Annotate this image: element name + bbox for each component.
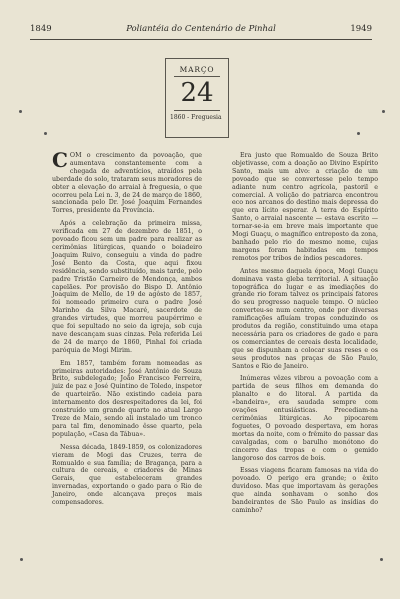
margin-dot	[20, 558, 23, 561]
header-right-year: 1949	[350, 24, 372, 34]
date-divider-bottom	[174, 110, 220, 111]
right-column	[232, 152, 378, 520]
margin-dot	[44, 132, 47, 135]
paragraph-text: OM o crescimento da povoação, que aumentava constantemente com a chegada de adventícios, atraídos pela uberdade do solo, trataram seus moradores de obter a elevação do arraial à freguesia, o que ocorreu pela Lei n. 3, de 24 de março de 1860, sancionada pelo Dr. José Joaquim Fernandes Torres, presidente da Província.	[52, 152, 202, 215]
paragraph: Em 1857, também foram nomeadas as primeiras autoridades: José Antônio de Souza Brito, subdelegado; João Francisco Ferreira, juiz de paz e José Quintino de Toledo, inspetor de quarteirão. Não existindo cadeia para internamento dos desrespeitadores da lei, foi construído um grande quarto no atual Largo Treze de Maio, sendo ali instalado um tronco para tal fim, denominado êsse quarto, pela população, «Casa da Tábua».	[52, 359, 202, 438]
header-rule	[30, 39, 372, 40]
paragraph	[52, 148, 202, 215]
paragraph: Antes mesmo daquela época, Mogi Guaçu dominava vasta gleba territorial. A situação topográfica do lugar e as imediações do grande rio foram talvez os principais fatores do seu progresso naquele tempo. O núcleo converteu-se num centro, onde por diversas ramificações afluíam tropas conduzindo os produtos da região, constituindo uma etapa necessária para os criadores de gado e para os comerciantes de cereais desta localidade, que se dispunham a colocar suas reses e os seus produtos nas praças de São Paulo, Santos e Rio de Janeiro.	[232, 267, 378, 370]
date-divider-top	[174, 76, 220, 77]
paragraph: Inúmeras vêzes vibrou a povoação com a partida de seus filhos em demanda do planalto e do litoral. A partida da «bandeira», era saudada sempre com ovações entusiásticas. Precediam-na cerimônias litúrgicas. Ao pipocarem foguetes, O povoado despertava, em horas mortas da noite, com o frêmito do passar das cavalgadas, com o barulho monótono do cincerro das tropas e com o gemido langoroso dos carros de bois.	[232, 375, 378, 462]
left-column	[52, 148, 202, 512]
margin-dot	[357, 132, 360, 135]
paragraph: Era justo que Romualdo de Souza Brito objetivasse, com a doação ao Divino Espírito Santo, mais um alvo: a criação de um povoado que se convertesse pelo tempo adiante num centro agrícola, pastoril e comercial. A volição do patriarca encontrou eco nos arcanos do destino mais depressa do que era lícito esperar. A terra do Espírito Santo, o arraial nascente — estava escrito — tornar-se-ia em breve mais importante que Mogi Guaçu, o magnífico entreposto da zona, banhado pelo rio do mesmo nome, cujas margens foram habitadas em tempos remotos por tribos de índios pescadores.	[232, 152, 378, 262]
dropcap: C	[52, 148, 68, 172]
margin-dot	[19, 110, 22, 113]
margin-dot	[380, 558, 383, 561]
paragraph: Nessa década, 1849-1859, os colonizadores vieram de Mogi das Cruzes, terra de Romualdo e sua família; de Bragança, para a cultura de cereais, e criadores de Minas Gerais, que estabeleceram grandes invernadas, exportando o gado para o Rio de Janeiro, onde alcançava preços mais compensadores.	[52, 443, 202, 507]
header-title: Poliantéia do Centenário de Pinhal	[126, 24, 276, 34]
date-month: MARÇO	[179, 65, 215, 74]
header-left-year: 1849	[30, 24, 52, 34]
page-header	[30, 24, 372, 38]
paragraph: Após a celebração da primeira missa, verificada em 27 de dezembro de 1851, o povoado ficou sem um padre para realizar as cerimônias litúrgicas, quando o boiadeiro Joaquim Ruivo, conseguiu a vinda do padre José Bento da Costa, que aqui fixou residência, sendo substituído, mais tarde, pelo padre Tristão Carneiro de Mendonça, ambos capelães. Por provisão do Bispo D. Antônio Joaquim de Mello, de 19 de agôsto de 1857, foi nomeado primeiro cura o padre José Marinho da Silva Macaré, sacerdote de grandes virtudes, que morreu paupérrimo e que foi sepultado no seio da igreja, sob cuja nave descançam suas cinzas. Pela referida Lei de 24 de março de 1860, Pinhal foi criada paróquia de Mogi Mirim.	[52, 220, 202, 354]
margin-dot	[382, 110, 385, 113]
date-box	[165, 58, 229, 138]
date-caption: 1860 - Freguesia	[170, 114, 222, 121]
date-day: 24	[180, 78, 214, 108]
paragraph: Essas viagens ficaram famosas na vida do povoado. O perigo era grande; o êxito duvidoso. Mas que importavam às gerações que ainda sonhavam o sonho dos bandeirantes de São Paulo as insídias do caminho?	[232, 467, 378, 514]
